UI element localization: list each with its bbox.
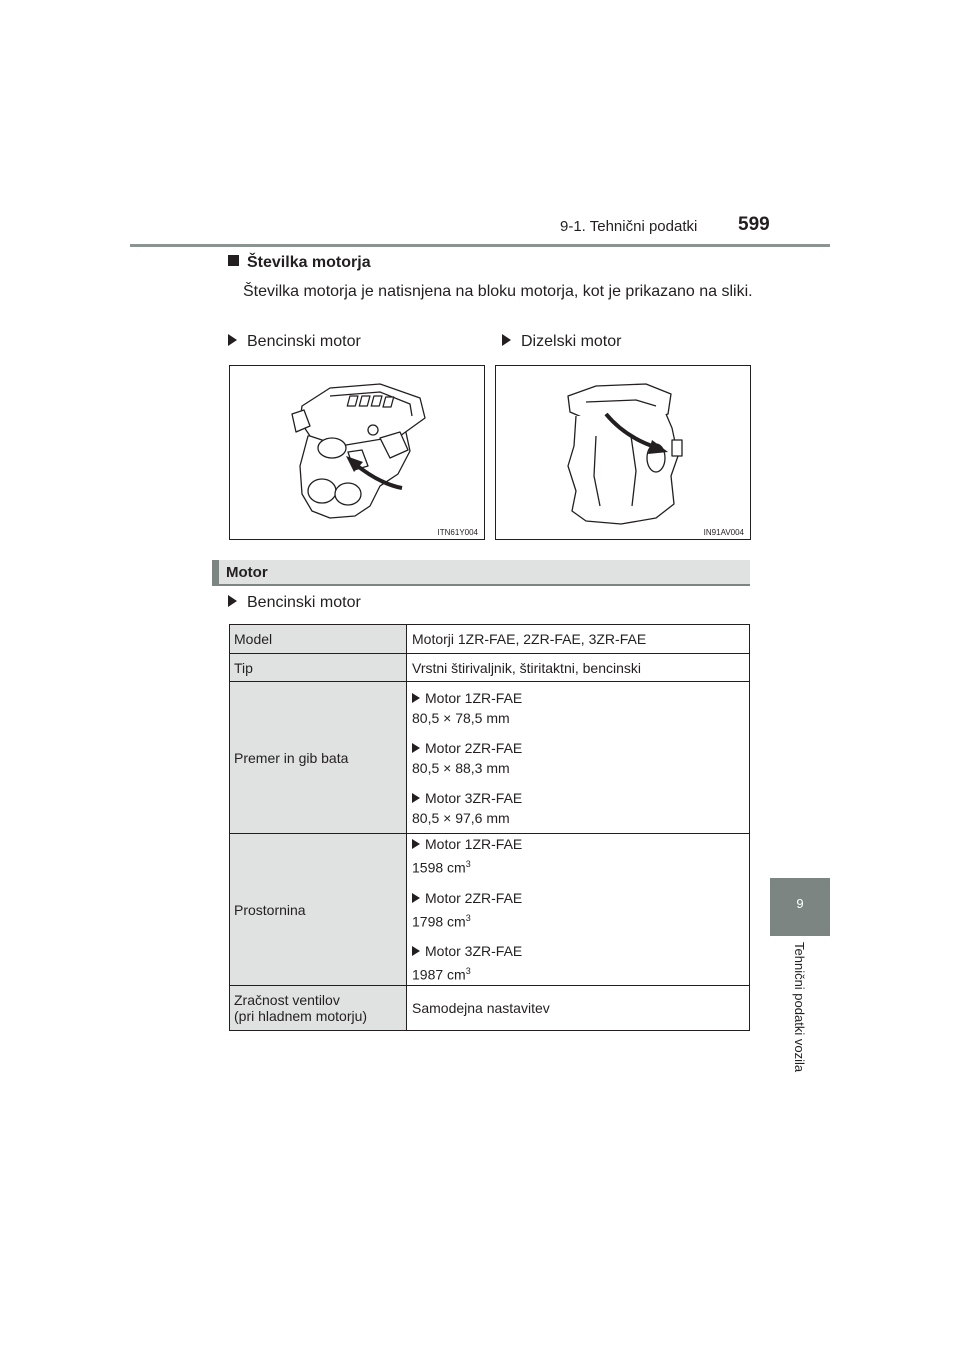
caption-petrol-table-text: Bencinski motor bbox=[247, 594, 361, 611]
valve-label-line-1: Zračnost ventilov bbox=[234, 992, 340, 1008]
bore-engine-2: Motor 2ZR-FAE bbox=[425, 739, 523, 756]
triangle-bullet-icon bbox=[412, 839, 420, 849]
caption-diesel-text: Dizelski motor bbox=[521, 333, 622, 350]
disp-item-3 bbox=[412, 941, 749, 961]
motor-heading-accent bbox=[212, 560, 219, 584]
diesel-engine-figure bbox=[495, 365, 751, 540]
triangle-bullet-icon bbox=[412, 946, 420, 956]
valve-label-line-2: (pri hladnem motorju) bbox=[234, 1008, 368, 1024]
disp-value-3-sup: 3 bbox=[465, 966, 471, 977]
row-label-valve bbox=[230, 986, 407, 1031]
square-bullet-icon bbox=[228, 255, 239, 266]
bore-value-1: 80,5 × 78,5 mm bbox=[412, 709, 510, 726]
disp-value-1-text: 1598 cm bbox=[412, 859, 466, 876]
motor-heading-bar bbox=[212, 560, 750, 586]
bore-value-2: 80,5 × 88,3 mm bbox=[412, 759, 510, 776]
disp-value-1 bbox=[412, 854, 749, 878]
table-row bbox=[230, 654, 750, 682]
triangle-bullet-icon bbox=[412, 893, 420, 903]
caption-petrol bbox=[228, 333, 361, 351]
petrol-figure-code: ITN61Y004 bbox=[437, 528, 478, 537]
table-row bbox=[230, 986, 750, 1031]
disp-value-1-sup: 3 bbox=[465, 859, 471, 870]
triangle-bullet-icon bbox=[412, 793, 420, 803]
diesel-engine-drawing bbox=[496, 366, 750, 539]
row-label-type: Tip bbox=[230, 654, 407, 682]
caption-petrol-text: Bencinski motor bbox=[247, 333, 361, 350]
chapter-label: Tehnični podatki vozila bbox=[792, 942, 807, 1073]
row-value-type: Vrstni štirivaljnik, štiritaktni, bencinski bbox=[407, 654, 750, 682]
row-label-bore: Premer in gib bata bbox=[230, 682, 407, 834]
bore-item-3 bbox=[412, 788, 749, 808]
disp-value-3 bbox=[412, 961, 749, 985]
header-rule bbox=[130, 244, 830, 247]
row-value-displacement bbox=[407, 834, 750, 986]
motor-heading: Motor bbox=[226, 564, 268, 581]
page-number: 599 bbox=[738, 214, 770, 235]
disp-engine-1: Motor 1ZR-FAE bbox=[425, 836, 523, 853]
row-label-displacement: Prostornina bbox=[230, 834, 407, 986]
triangle-bullet-icon bbox=[502, 334, 511, 346]
triangle-bullet-icon bbox=[412, 743, 420, 753]
table-row bbox=[230, 834, 750, 986]
caption-petrol-table bbox=[228, 594, 361, 612]
petrol-engine-drawing bbox=[230, 366, 484, 539]
petrol-engine-figure bbox=[229, 365, 485, 540]
disp-engine-2: Motor 2ZR-FAE bbox=[425, 889, 523, 906]
diesel-figure-code: IN91AV004 bbox=[703, 528, 744, 537]
table-row bbox=[230, 625, 750, 654]
triangle-bullet-icon bbox=[228, 595, 237, 607]
triangle-bullet-icon bbox=[412, 693, 420, 703]
caption-diesel bbox=[502, 333, 621, 351]
chapter-tab bbox=[770, 878, 830, 936]
engine-spec-table bbox=[229, 624, 750, 1031]
row-label-model: Model bbox=[230, 625, 407, 654]
bore-item-1 bbox=[412, 688, 749, 708]
running-header-section: 9-1. Tehnični podatki bbox=[560, 218, 698, 235]
disp-item-1 bbox=[412, 834, 749, 854]
engine-number-title: Številka motorja bbox=[247, 254, 371, 271]
disp-value-2 bbox=[412, 908, 749, 932]
bore-item-2 bbox=[412, 738, 749, 758]
disp-value-2-sup: 3 bbox=[465, 912, 471, 923]
row-value-model: Motorji 1ZR-FAE, 2ZR-FAE, 3ZR-FAE bbox=[407, 625, 750, 654]
bore-engine-1: Motor 1ZR-FAE bbox=[425, 689, 523, 706]
disp-item-2 bbox=[412, 888, 749, 908]
disp-engine-3: Motor 3ZR-FAE bbox=[425, 943, 523, 960]
bore-engine-3: Motor 3ZR-FAE bbox=[425, 789, 523, 806]
table-row bbox=[230, 682, 750, 834]
engine-number-heading bbox=[228, 254, 371, 272]
engine-number-text: Številka motorja je natisnjena na bloku motorja, kot je prikazano na sliki. bbox=[243, 283, 753, 300]
chapter-number: 9 bbox=[796, 896, 804, 911]
row-value-valve: Samodejna nastavitev bbox=[407, 986, 750, 1031]
row-value-bore bbox=[407, 682, 750, 834]
triangle-bullet-icon bbox=[228, 334, 237, 346]
bore-value-3: 80,5 × 97,6 mm bbox=[412, 809, 510, 826]
disp-value-3-text: 1987 cm bbox=[412, 966, 466, 983]
disp-value-2-text: 1798 cm bbox=[412, 913, 466, 930]
